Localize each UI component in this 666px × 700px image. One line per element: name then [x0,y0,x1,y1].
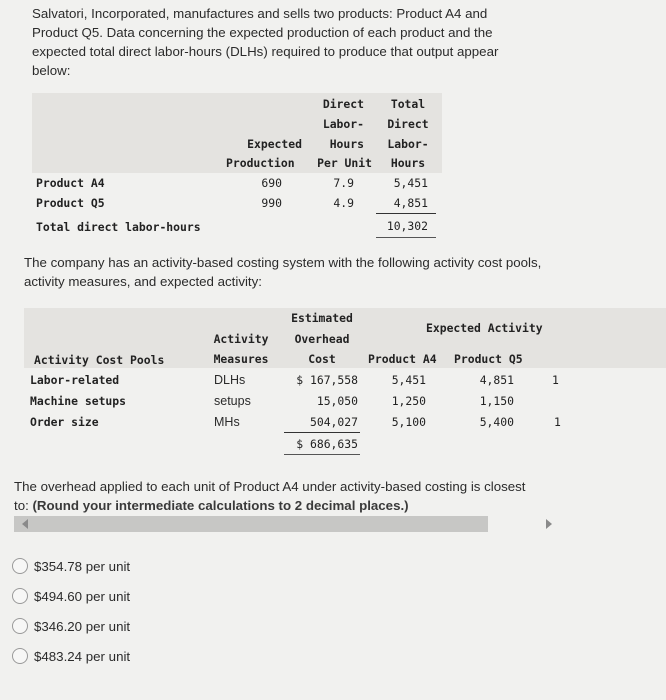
measures-header-1: Activity [213,332,269,346]
total-underline [376,213,436,214]
total-dlh-value: 10,302 [386,219,428,233]
extra-labor: 1 [552,373,559,387]
row-label-q5: Product Q5 [36,196,105,210]
measure-order-size: MHs [214,415,240,429]
row-perunit-q5: 4.9 [333,196,354,210]
intro-text: Salvatori, Incorporated, manufactures and sells two products: Product A4 and Product Q5. Data concerning the expected production of each product and the expected total direct labor-hours (DLHs) required to produce that output appear below: [32,6,499,78]
q5-order-size: 5,400 [479,415,514,429]
total-overhead-cost: $ 686,635 [296,437,358,451]
row-total-q5: 4,851 [393,196,428,210]
measure-setups: setups [214,394,251,408]
option-label: $483.24 per unit [34,648,131,664]
radio-icon[interactable] [12,618,28,634]
cost-labor: $ 167,558 [296,373,358,387]
cost-header-3: Cost [308,352,336,366]
total-header-2: Direct [387,117,429,131]
product-a4-header: Product A4 [368,352,437,366]
dlph-header-2: Labor- [322,117,364,131]
cost-double-underline [284,454,360,455]
product-q5-header: Product Q5 [454,352,523,366]
scroll-right-icon[interactable] [546,519,552,529]
row-production-a4: 690 [261,176,282,190]
a4-labor: 5,451 [391,373,426,387]
radio-icon[interactable] [12,648,28,664]
total-double-underline [376,237,436,238]
option-label: $494.60 per unit [34,588,131,604]
total-header-1: Total [390,97,426,111]
question-main: The overhead applied to each unit of Product A4 under activity-based costing is closest to: [14,479,526,513]
horizontal-scrollbar[interactable] [14,516,488,532]
radio-icon[interactable] [12,588,28,604]
q5-labor: 4,851 [479,373,514,387]
cost-header-1: Estimated [291,311,353,325]
pool-order-size: Order size [30,415,99,429]
expected-header-1: Expected [247,137,302,151]
total-header-4: Hours [390,156,426,170]
scroll-left-icon[interactable] [22,519,28,529]
pools-header: Activity Cost Pools [34,353,165,367]
expected-activity-header: Expected Activity [426,321,543,335]
total-header-3: Labor- [387,137,429,151]
option-2[interactable] [12,585,130,607]
total-dlh-label: Total direct labor-hours [36,220,201,234]
option-3[interactable] [12,615,130,637]
question-text [14,477,534,515]
cost-order-size: 504,027 [309,415,358,429]
dlph-header-4: Per Unit [317,156,372,170]
pool-labor: Labor-related [30,373,120,387]
question-instruction: (Round your intermediate calculations to 2 decimal places.) [32,498,409,513]
row-production-q5: 990 [261,196,282,210]
measures-header-2: Measures [213,352,269,366]
option-label: $346.20 per unit [34,618,131,634]
cost-header-2: Overhead [294,332,350,346]
dlph-header-1: Direct [322,97,364,111]
a4-setups: 1,250 [391,394,426,408]
option-1[interactable] [12,555,130,577]
row-total-a4: 5,451 [393,176,428,190]
a4-order-size: 5,100 [391,415,426,429]
expected-header-2: Production [226,156,295,170]
q5-setups: 1,150 [479,394,514,408]
row-label-a4: Product A4 [36,176,105,190]
cost-underline [284,432,360,433]
row-perunit-a4: 7.9 [333,176,354,190]
option-4[interactable] [12,645,130,667]
pool-setups: Machine setups [30,394,127,408]
dlph-header-3: Hours [329,137,364,151]
extra-order-size: 1 [554,415,561,429]
radio-icon[interactable] [12,558,28,574]
measure-labor: DLHs [214,373,246,387]
option-label: $354.78 per unit [34,558,131,574]
activity-intro-text: The company has an activity-based costing system with the following activity cost pools, activity measures, and expected activity: [24,255,542,289]
cost-setups: 15,050 [316,394,358,408]
